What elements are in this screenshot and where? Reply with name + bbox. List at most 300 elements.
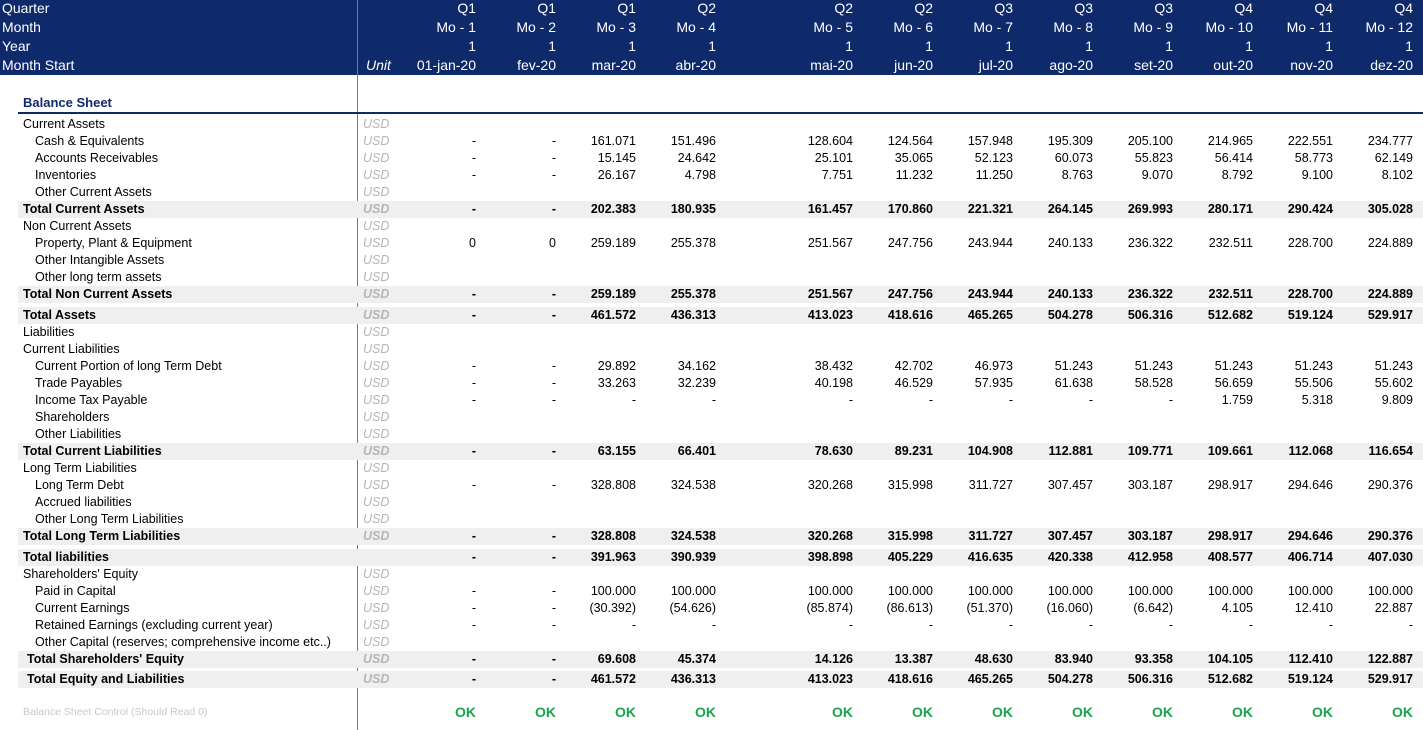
table-cell: 461.572 xyxy=(590,308,636,322)
row-unit: USD xyxy=(363,567,390,581)
row-unit: USD xyxy=(363,185,390,199)
row-label: Total Current Assets xyxy=(23,202,145,216)
table-cell: 100.000 xyxy=(1207,584,1253,598)
row-label: Total Shareholders' Equity xyxy=(27,652,184,666)
table-row xyxy=(0,252,1423,269)
table-cell: 243.944 xyxy=(967,236,1013,250)
table-cell: 290.376 xyxy=(1367,478,1413,492)
table-cell: - xyxy=(551,202,556,216)
unit-header: Unit xyxy=(366,57,391,73)
table-cell: 112.410 xyxy=(1288,652,1333,666)
row-label: Income Tax Payable xyxy=(35,393,148,407)
table-cell: 205.100 xyxy=(1127,134,1173,148)
table-cell: 66.401 xyxy=(677,444,716,458)
table-cell: 195.309 xyxy=(1047,134,1093,148)
control-ok-badge: OK xyxy=(455,704,476,720)
table-cell: 311.727 xyxy=(968,529,1013,543)
row-unit: USD xyxy=(363,253,390,267)
table-cell: - xyxy=(1328,618,1333,632)
row-label: Current Assets xyxy=(23,117,105,131)
row-unit: USD xyxy=(363,652,390,666)
table-cell: 51.243 xyxy=(1214,359,1253,373)
table-cell: - xyxy=(551,376,556,390)
row-unit: USD xyxy=(363,376,390,390)
table-cell: 8.763 xyxy=(1061,168,1093,182)
table-cell: - xyxy=(1088,393,1093,407)
table-row xyxy=(0,375,1423,392)
row-unit: USD xyxy=(363,287,390,301)
table-cell: 7.751 xyxy=(821,168,853,182)
header-cell-quarter: Q4 xyxy=(1394,0,1413,16)
header-cell-start: out-20 xyxy=(1213,57,1253,73)
table-cell: (54.626) xyxy=(669,601,716,615)
table-cell: 418.616 xyxy=(887,308,933,322)
header-cell-month: Mo - 9 xyxy=(1133,19,1173,35)
table-cell: 228.700 xyxy=(1287,287,1333,301)
header-cell-start: fev-20 xyxy=(517,57,556,73)
control-ok-badge: OK xyxy=(832,704,853,720)
row-label: Accounts Receivables xyxy=(35,151,158,165)
header-cell-year: 1 xyxy=(1405,38,1413,54)
row-unit: USD xyxy=(363,325,390,339)
table-cell: (86.613) xyxy=(886,601,933,615)
table-cell: 214.965 xyxy=(1207,134,1253,148)
row-label: Retained Earnings (excluding current year) xyxy=(35,618,273,632)
header-cell-quarter: Q1 xyxy=(617,0,636,16)
table-cell: 100.000 xyxy=(967,584,1013,598)
row-label: Paid in Capital xyxy=(35,584,116,598)
row-unit: USD xyxy=(363,478,390,492)
table-cell: - xyxy=(551,134,556,148)
table-cell: 328.808 xyxy=(590,478,636,492)
table-cell: 46.529 xyxy=(894,376,933,390)
row-unit: USD xyxy=(363,117,390,131)
row-label: Current Liabilities xyxy=(23,342,120,356)
table-cell: 100.000 xyxy=(670,584,716,598)
row-label: Accrued liabilities xyxy=(35,495,132,509)
header-cell-month: Mo - 1 xyxy=(436,19,476,35)
row-label: Trade Payables xyxy=(35,376,123,390)
table-cell: - xyxy=(848,618,853,632)
header-cell-quarter: Q3 xyxy=(994,0,1013,16)
row-label: Current Portion of long Term Debt xyxy=(35,359,222,373)
table-cell: 34.162 xyxy=(677,359,716,373)
row-label: Liabilities xyxy=(23,325,75,339)
table-row xyxy=(0,150,1423,167)
header-cell-month: Mo - 4 xyxy=(676,19,716,35)
header-cell-year: 1 xyxy=(708,38,716,54)
table-cell: - xyxy=(471,168,476,182)
header-cell-start: abr-20 xyxy=(675,57,716,73)
header-cell-month: Mo - 7 xyxy=(973,19,1013,35)
table-cell: 298.917 xyxy=(1207,478,1253,492)
table-cell: 100.000 xyxy=(1047,584,1093,598)
row-unit: USD xyxy=(363,461,390,475)
header-cell-start: dez-20 xyxy=(1370,57,1413,73)
table-row xyxy=(0,218,1423,235)
table-cell: - xyxy=(711,618,716,632)
row-label: Total Assets xyxy=(23,308,96,322)
table-cell: 224.889 xyxy=(1367,236,1413,250)
section-title: Balance Sheet xyxy=(23,95,112,110)
table-cell: 58.528 xyxy=(1134,376,1173,390)
table-cell: 12.410 xyxy=(1294,601,1333,615)
table-cell: 161.071 xyxy=(590,134,636,148)
table-row xyxy=(0,269,1423,286)
row-unit: USD xyxy=(363,134,390,148)
table-row xyxy=(0,583,1423,600)
table-cell: 48.630 xyxy=(974,652,1013,666)
header-cell-start: jun-20 xyxy=(894,57,933,73)
table-cell: 55.506 xyxy=(1294,376,1333,390)
control-ok-badge: OK xyxy=(1072,704,1093,720)
row-unit: USD xyxy=(363,427,390,441)
table-cell: 8.102 xyxy=(1381,168,1413,182)
row-label: Other Long Term Liabilities xyxy=(35,512,184,526)
total-row xyxy=(0,528,1423,545)
table-cell: 9.809 xyxy=(1381,393,1413,407)
table-cell: - xyxy=(551,151,556,165)
table-cell: 412.958 xyxy=(1127,550,1173,564)
table-cell: - xyxy=(711,393,716,407)
table-cell: - xyxy=(551,601,556,615)
table-cell: 63.155 xyxy=(597,444,636,458)
header-cell-month: Mo - 8 xyxy=(1053,19,1093,35)
table-cell: 391.963 xyxy=(590,550,636,564)
table-cell: 100.000 xyxy=(1287,584,1333,598)
table-cell: - xyxy=(551,393,556,407)
table-cell: 519.124 xyxy=(1287,308,1333,322)
row-label: Shareholders' Equity xyxy=(23,567,138,581)
header-cell-quarter: Q4 xyxy=(1314,0,1333,16)
table-cell: 128.604 xyxy=(807,134,853,148)
table-cell: 14.126 xyxy=(814,652,853,666)
row-unit: USD xyxy=(363,410,390,424)
row-unit: USD xyxy=(363,270,390,284)
table-cell: - xyxy=(928,393,933,407)
header-cell-month: Mo - 6 xyxy=(893,19,933,35)
table-cell: 436.313 xyxy=(670,672,716,686)
table-cell: - xyxy=(928,618,933,632)
row-label: Other Capital (reserves; comprehensive income etc..) xyxy=(35,635,331,649)
table-cell: 512.682 xyxy=(1207,308,1253,322)
row-unit: USD xyxy=(363,584,390,598)
table-cell: 407.030 xyxy=(1367,550,1413,564)
row-label: Total Non Current Assets xyxy=(23,287,173,301)
table-cell: 320.268 xyxy=(807,478,853,492)
table-cell: 307.457 xyxy=(1047,478,1093,492)
table-cell: 303.187 xyxy=(1127,529,1173,543)
table-cell: 315.998 xyxy=(887,478,933,492)
header-cell-year: 1 xyxy=(1325,38,1333,54)
table-cell: - xyxy=(471,584,476,598)
table-cell: - xyxy=(1408,618,1413,632)
table-cell: - xyxy=(631,618,636,632)
table-row xyxy=(0,392,1423,409)
table-cell: - xyxy=(551,168,556,182)
table-cell: 416.635 xyxy=(967,550,1013,564)
table-cell: 465.265 xyxy=(967,672,1013,686)
table-cell: 259.189 xyxy=(590,287,636,301)
table-cell: - xyxy=(471,151,476,165)
table-cell: - xyxy=(471,444,476,458)
header-cell-year: 1 xyxy=(1245,38,1253,54)
header-row-quarter xyxy=(0,0,1423,18)
table-cell: 180.935 xyxy=(670,202,716,216)
table-cell: - xyxy=(471,652,476,666)
table-cell: 55.823 xyxy=(1134,151,1173,165)
table-cell: - xyxy=(1008,618,1013,632)
table-cell: 234.777 xyxy=(1367,134,1413,148)
table-cell: 13.387 xyxy=(894,652,933,666)
total-row xyxy=(0,286,1423,303)
table-cell: - xyxy=(471,550,476,564)
table-cell: 465.265 xyxy=(967,308,1013,322)
row-unit: USD xyxy=(363,219,390,233)
table-cell: 298.917 xyxy=(1207,529,1253,543)
header-cell-quarter: Q2 xyxy=(914,0,933,16)
table-cell: - xyxy=(471,529,476,543)
table-cell: 506.316 xyxy=(1127,672,1173,686)
table-cell: 124.564 xyxy=(887,134,933,148)
table-cell: - xyxy=(471,287,476,301)
header-cell-quarter: Q3 xyxy=(1154,0,1173,16)
header-cell-quarter: Q3 xyxy=(1074,0,1093,16)
table-cell: - xyxy=(551,359,556,373)
table-cell: 251.567 xyxy=(807,236,853,250)
table-cell: 62.149 xyxy=(1374,151,1413,165)
table-cell: 224.889 xyxy=(1367,287,1413,301)
table-cell: 8.792 xyxy=(1221,168,1253,182)
table-cell: 9.070 xyxy=(1141,168,1173,182)
row-unit: USD xyxy=(363,168,390,182)
table-row xyxy=(0,426,1423,443)
column-header-band xyxy=(0,0,1423,75)
table-cell: - xyxy=(551,618,556,632)
table-cell: 280.171 xyxy=(1207,202,1253,216)
row-unit: USD xyxy=(363,308,390,322)
table-row xyxy=(0,341,1423,358)
table-cell: 170.860 xyxy=(887,202,933,216)
header-cell-start: 01-jan-20 xyxy=(416,57,476,73)
table-cell: - xyxy=(551,478,556,492)
header-cell-quarter: Q1 xyxy=(457,0,476,16)
header-cell-year: 1 xyxy=(1085,38,1093,54)
table-cell: 4.798 xyxy=(684,168,716,182)
row-unit: USD xyxy=(363,529,390,543)
row-label: Current Earnings xyxy=(35,601,130,615)
table-cell: - xyxy=(471,134,476,148)
table-cell: 0 xyxy=(469,236,476,250)
header-cell-quarter: Q2 xyxy=(697,0,716,16)
table-cell: 413.023 xyxy=(807,308,853,322)
row-unit: USD xyxy=(363,359,390,373)
table-cell: 320.268 xyxy=(807,529,853,543)
header-cell-quarter: Q1 xyxy=(537,0,556,16)
table-cell: 305.028 xyxy=(1367,202,1413,216)
table-row xyxy=(0,184,1423,201)
table-row xyxy=(0,600,1423,617)
control-ok-badge: OK xyxy=(1392,704,1413,720)
table-cell: 232.511 xyxy=(1208,287,1253,301)
header-cell-month: Mo - 3 xyxy=(596,19,636,35)
table-cell: 151.496 xyxy=(670,134,716,148)
table-cell: 328.808 xyxy=(590,529,636,543)
table-cell: 157.948 xyxy=(967,134,1013,148)
table-cell: 104.908 xyxy=(967,444,1013,458)
table-row xyxy=(0,324,1423,341)
header-cell-year: 1 xyxy=(925,38,933,54)
header-cell-start: nov-20 xyxy=(1290,57,1333,73)
table-cell: - xyxy=(471,393,476,407)
table-cell: - xyxy=(471,618,476,632)
table-cell: 29.892 xyxy=(597,359,636,373)
row-label: Non Current Assets xyxy=(23,219,132,233)
table-cell: 40.198 xyxy=(814,376,853,390)
table-cell: 46.973 xyxy=(974,359,1013,373)
table-cell: 247.756 xyxy=(887,287,933,301)
table-cell: 236.322 xyxy=(1127,236,1173,250)
row-label: Total Current Liabilities xyxy=(23,444,162,458)
table-cell: - xyxy=(551,584,556,598)
header-cell-month: Mo - 2 xyxy=(516,19,556,35)
header-cell-start: jul-20 xyxy=(978,57,1013,73)
table-cell: 290.376 xyxy=(1367,529,1413,543)
control-ok-badge: OK xyxy=(992,704,1013,720)
header-row-year xyxy=(0,37,1423,56)
header-label: Month xyxy=(2,19,41,35)
table-row xyxy=(0,511,1423,528)
table-cell: - xyxy=(471,376,476,390)
table-cell: 240.133 xyxy=(1047,287,1093,301)
table-cell: - xyxy=(1008,393,1013,407)
table-cell: 222.551 xyxy=(1287,134,1333,148)
row-unit: USD xyxy=(363,444,390,458)
table-cell: 69.608 xyxy=(597,652,636,666)
table-cell: (6.642) xyxy=(1133,601,1173,615)
row-unit: USD xyxy=(363,151,390,165)
table-cell: (16.060) xyxy=(1046,601,1093,615)
table-cell: 51.243 xyxy=(1054,359,1093,373)
table-cell: 61.638 xyxy=(1054,376,1093,390)
table-cell: - xyxy=(551,287,556,301)
table-cell: 243.944 xyxy=(967,287,1013,301)
table-cell: - xyxy=(848,393,853,407)
table-cell: 398.898 xyxy=(807,550,853,564)
table-cell: 4.105 xyxy=(1221,601,1253,615)
table-cell: 418.616 xyxy=(887,672,933,686)
table-cell: 247.756 xyxy=(887,236,933,250)
row-label: Total Equity and Liabilities xyxy=(27,672,185,686)
table-cell: 24.642 xyxy=(677,151,716,165)
table-cell: 221.321 xyxy=(967,202,1013,216)
table-cell: 100.000 xyxy=(590,584,636,598)
table-cell: - xyxy=(551,308,556,322)
row-label: Long Term Liabilities xyxy=(23,461,137,475)
table-cell: 26.167 xyxy=(597,168,636,182)
table-cell: 57.935 xyxy=(974,376,1013,390)
control-ok-badge: OK xyxy=(695,704,716,720)
table-cell: 315.998 xyxy=(887,529,933,543)
row-unit: USD xyxy=(363,393,390,407)
table-cell: 324.538 xyxy=(670,478,716,492)
table-cell: 100.000 xyxy=(807,584,853,598)
table-cell: 290.424 xyxy=(1287,202,1333,216)
table-cell: 56.414 xyxy=(1214,151,1253,165)
table-cell: - xyxy=(551,652,556,666)
table-cell: 529.917 xyxy=(1367,308,1413,322)
header-cell-year: 1 xyxy=(628,38,636,54)
table-cell: 22.887 xyxy=(1374,601,1413,615)
table-cell: 506.316 xyxy=(1127,308,1173,322)
table-row xyxy=(0,116,1423,133)
table-cell: 519.124 xyxy=(1287,672,1333,686)
table-cell: 413.023 xyxy=(807,672,853,686)
table-cell: - xyxy=(551,444,556,458)
table-cell: 202.383 xyxy=(590,202,636,216)
table-cell: 109.661 xyxy=(1207,444,1253,458)
total-row xyxy=(0,307,1423,324)
row-label: Other Intangible Assets xyxy=(35,253,165,267)
table-cell: 55.602 xyxy=(1374,376,1413,390)
header-label: Quarter xyxy=(2,0,50,16)
control-ok-badge: OK xyxy=(535,704,556,720)
row-unit: USD xyxy=(363,512,390,526)
table-cell: 259.189 xyxy=(590,236,636,250)
table-row xyxy=(0,477,1423,494)
table-cell: 406.714 xyxy=(1287,550,1333,564)
table-cell: 1.759 xyxy=(1221,393,1253,407)
table-cell: 324.538 xyxy=(670,529,716,543)
table-cell: - xyxy=(471,672,476,686)
control-label: Balance Sheet Control (Should Read 0) xyxy=(23,706,208,718)
table-cell: 122.887 xyxy=(1367,652,1413,666)
table-cell: 89.231 xyxy=(894,444,933,458)
table-cell: 504.278 xyxy=(1047,308,1093,322)
table-row xyxy=(0,494,1423,511)
table-row xyxy=(0,358,1423,375)
table-cell: 100.000 xyxy=(1127,584,1173,598)
table-cell: 32.239 xyxy=(677,376,716,390)
table-cell: 504.278 xyxy=(1047,672,1093,686)
table-cell: - xyxy=(551,672,556,686)
header-cell-start: mai-20 xyxy=(810,57,853,73)
table-cell: 9.100 xyxy=(1301,168,1333,182)
table-cell: 42.702 xyxy=(894,359,933,373)
table-cell: 25.101 xyxy=(814,151,853,165)
header-cell-start: set-20 xyxy=(1134,57,1173,73)
table-row xyxy=(0,235,1423,252)
table-row xyxy=(0,409,1423,426)
table-cell: 116.654 xyxy=(1368,444,1413,458)
header-cell-start: ago-20 xyxy=(1049,57,1093,73)
table-cell: 38.432 xyxy=(814,359,853,373)
table-cell: 78.630 xyxy=(814,444,853,458)
table-cell: 228.700 xyxy=(1287,236,1333,250)
table-cell: 104.105 xyxy=(1207,652,1253,666)
table-cell: 83.940 xyxy=(1054,652,1093,666)
total-row xyxy=(0,549,1423,566)
header-cell-month: Mo - 10 xyxy=(1205,19,1253,35)
table-cell: - xyxy=(631,393,636,407)
header-cell-year: 1 xyxy=(1005,38,1013,54)
control-ok-badge: OK xyxy=(1232,704,1253,720)
row-unit: USD xyxy=(363,635,390,649)
table-cell: - xyxy=(1088,618,1093,632)
table-cell: 51.243 xyxy=(1374,359,1413,373)
table-row xyxy=(0,617,1423,634)
table-cell: 58.773 xyxy=(1294,151,1333,165)
